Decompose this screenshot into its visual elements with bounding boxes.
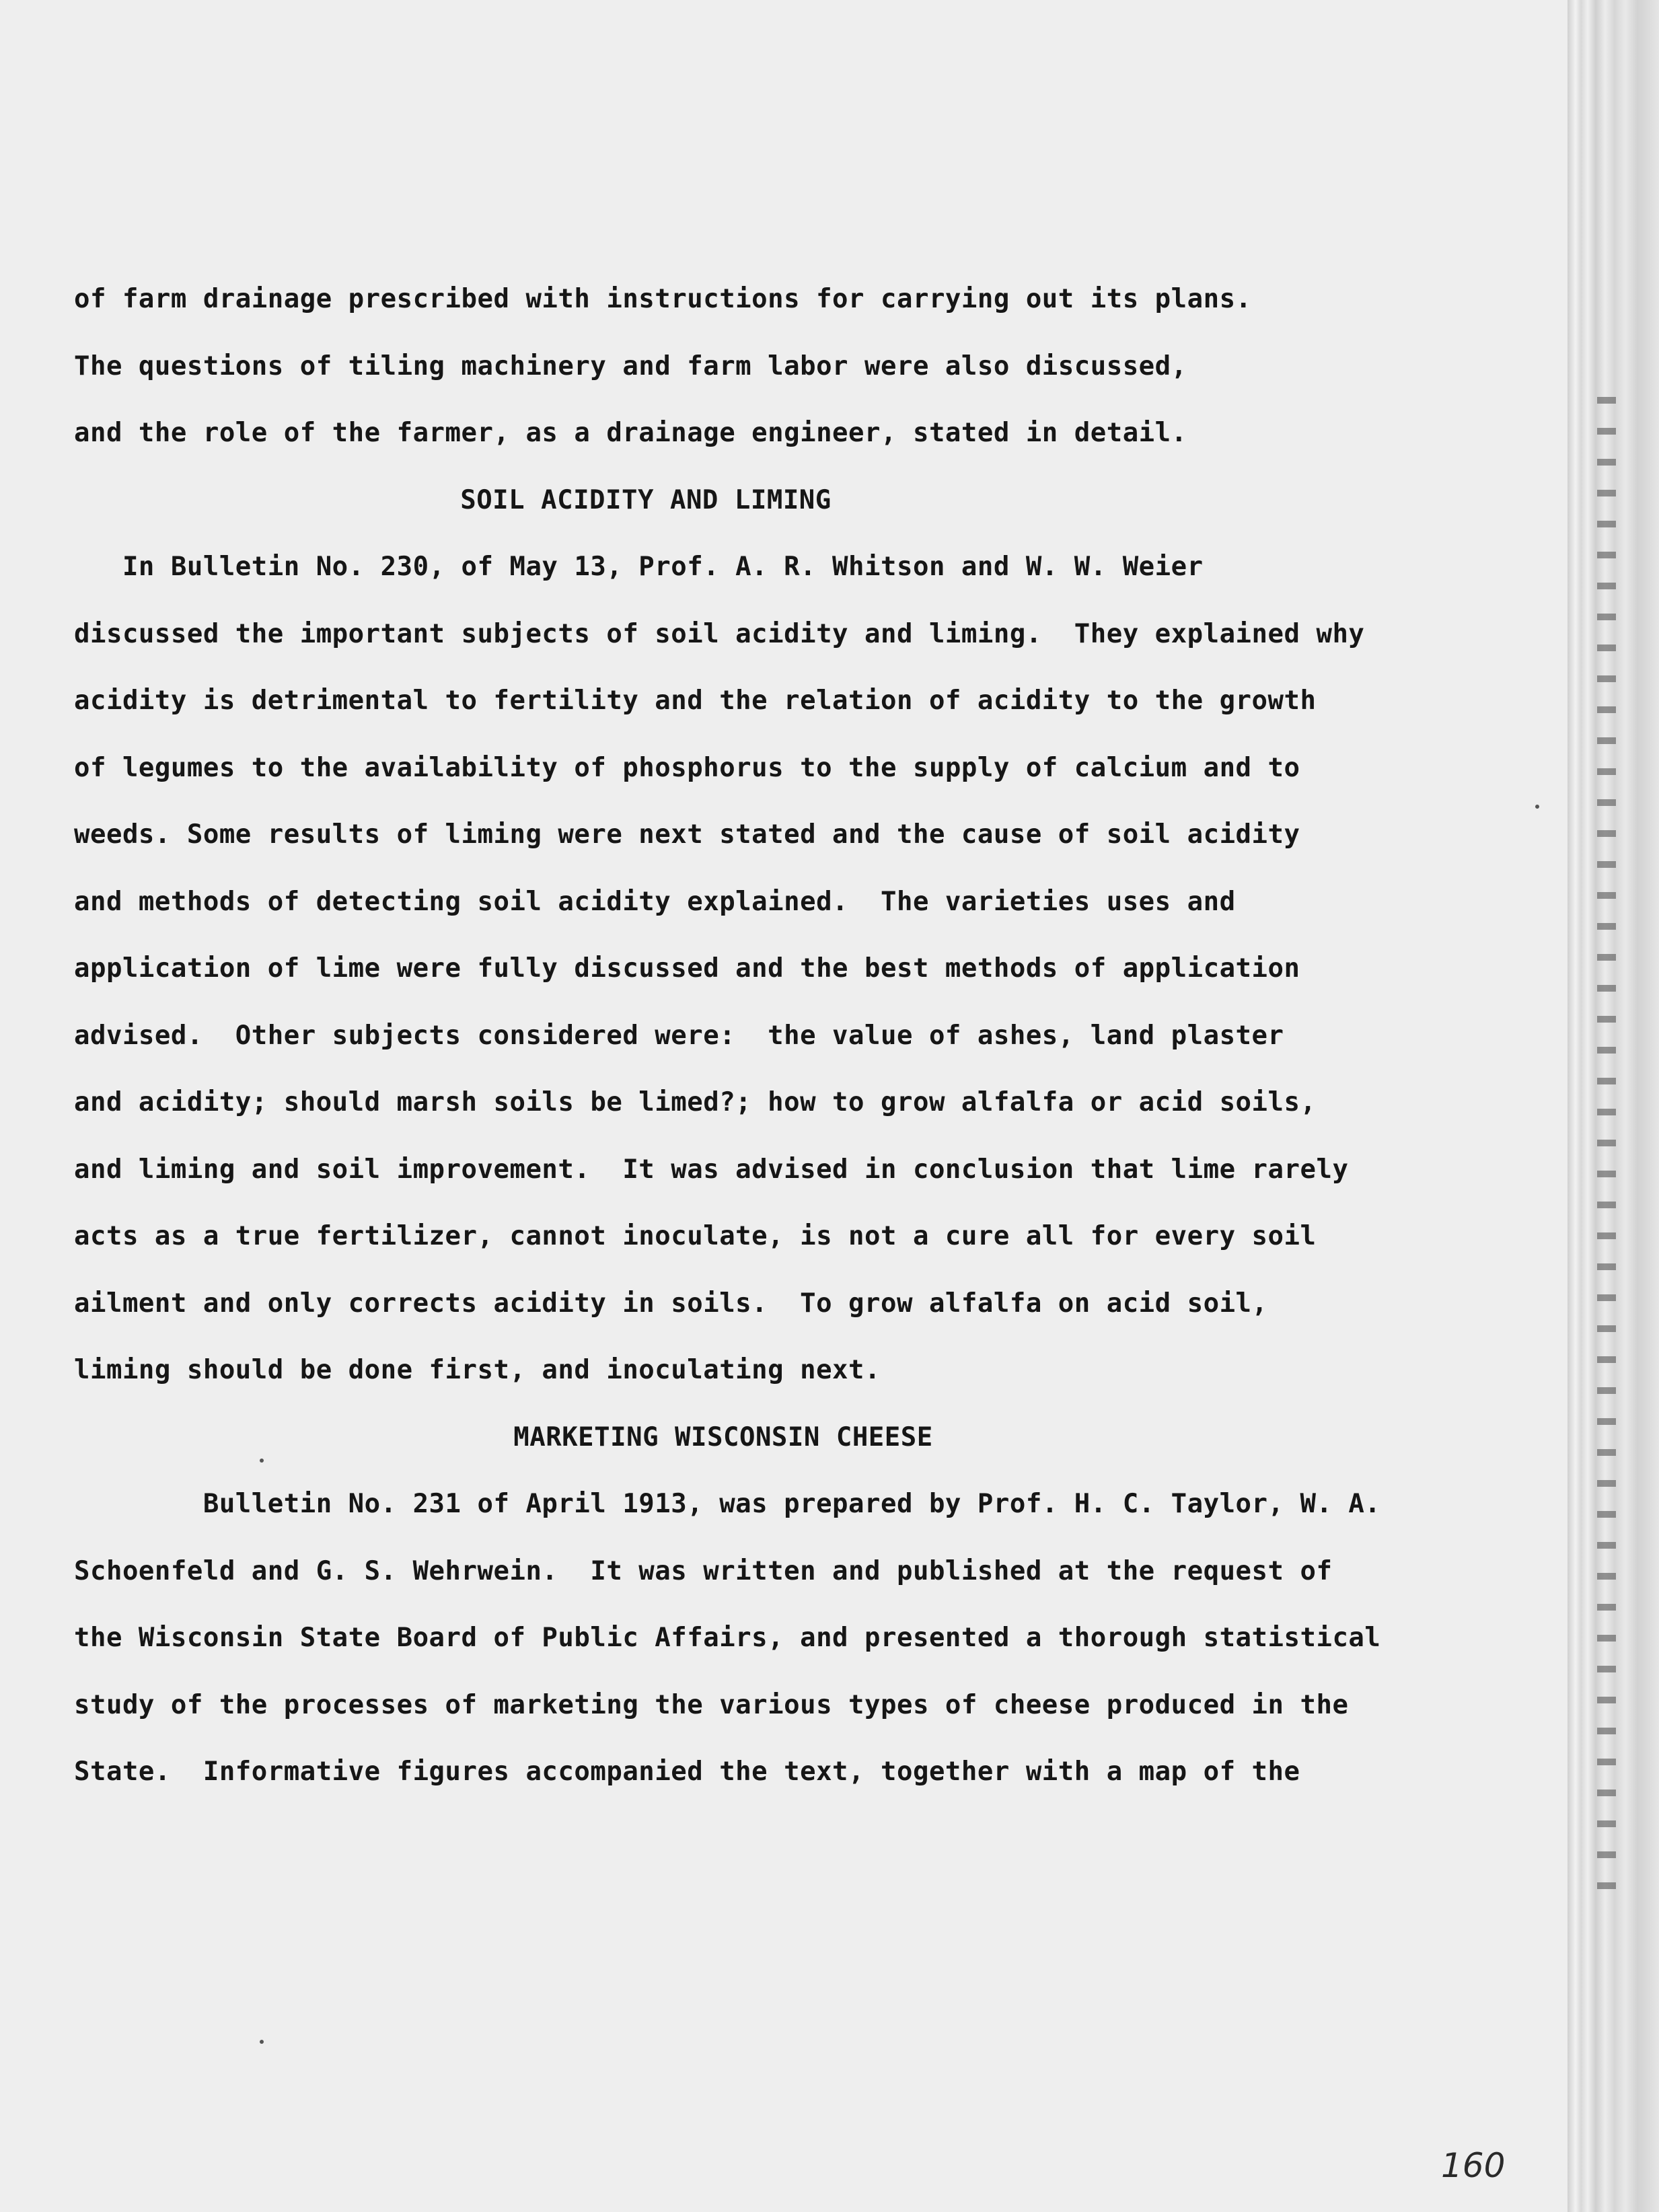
text-line: of legumes to the availability of phosphorus to the supply of calcium and to: [74, 752, 1300, 783]
book-binding-edge: [1568, 0, 1659, 2212]
text-line: the Wisconsin State Board of Public Affairs, and presented a thorough statistical: [74, 1623, 1381, 1653]
text-line: and acidity; should marsh soils be limed?; how to grow alfalfa or acid soils,: [74, 1087, 1317, 1117]
text-line: Bulletin No. 231 of April 1913, was prepared by Prof. H. C. Taylor, W. A.: [74, 1489, 1381, 1519]
text-line: weeds. Some results of liming were next stated and the cause of soil acidity: [74, 819, 1300, 850]
text-line: and liming and soil improvement. It was advised in conclusion that lime rarely: [74, 1154, 1349, 1185]
text-line: Schoenfeld and G. S. Wehrwein. It was written and published at the request of: [74, 1555, 1333, 1586]
text-line: discussed the important subjects of soil acidity and liming. They explained why: [74, 618, 1365, 649]
text-line: and the role of the farmer, as a drainage engineer, stated in detail.: [74, 418, 1187, 448]
text-line: study of the processes of marketing the various types of cheese produced in the: [74, 1689, 1349, 1720]
text-line: acts as a true fertilizer, cannot inoculate, is not a cure all for every soil: [74, 1221, 1317, 1251]
text-line: and methods of detecting soil acidity explained. The varieties uses and: [74, 886, 1236, 917]
text-line: The questions of tiling machinery and farm labor were also discussed,: [74, 351, 1187, 381]
text-line: acidity is detrimental to fertility and the relation of acidity to the growth: [74, 686, 1317, 716]
scan-speck: [1535, 805, 1539, 809]
section-heading-marketing-cheese: MARKETING WISCONSIN CHEESE: [513, 1422, 933, 1452]
binding-marks: [1597, 397, 1616, 1904]
text-line: advised. Other subjects considered were: the value of ashes, land plaster: [74, 1020, 1284, 1051]
text-line: application of lime were fully discussed and the best methods of application: [74, 953, 1300, 984]
page-number: 160: [1441, 2146, 1506, 2185]
section-heading-soil-acidity: SOIL ACIDITY AND LIMING: [460, 484, 832, 515]
text-line: liming should be done first, and inoculating next.: [74, 1355, 881, 1385]
text-line: In Bulletin No. 230, of May 13, Prof. A. R. Whitson and W. W. Weier: [74, 552, 1204, 582]
body-text: [74, 266, 1446, 1806]
text-line: State. Informative figures accompanied the text, together with a map of the: [74, 1757, 1300, 1787]
scan-speck: [260, 2040, 264, 2044]
text-line: of farm drainage prescribed with instructions for carrying out its plans.: [74, 284, 1252, 314]
text-line: ailment and only corrects acidity in soils. To grow alfalfa on acid soil,: [74, 1288, 1268, 1319]
scan-speck: [260, 1459, 264, 1463]
